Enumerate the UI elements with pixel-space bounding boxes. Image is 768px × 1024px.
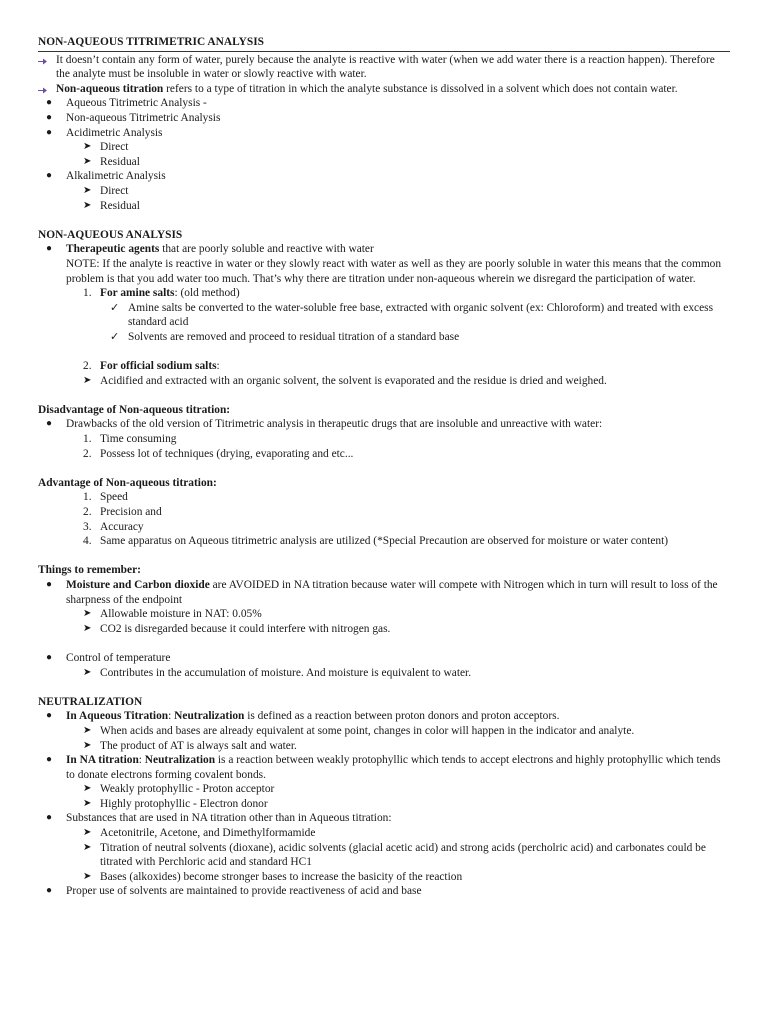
list-subitem: ➤ Weakly protophyllic - Proton acceptor: [83, 783, 275, 796]
list-subitem: ➤ The product of AT is always salt and water.: [83, 739, 297, 752]
section-heading: Things to remember:: [38, 564, 141, 577]
bullet-dot-icon: ●: [46, 111, 53, 123]
bullet-dot-icon: ●: [46, 243, 53, 255]
numbered-item: 2. For official sodium salts:: [83, 360, 220, 373]
bullet-dot-icon: ●: [46, 754, 53, 766]
section-heading: NEUTRALIZATION: [38, 695, 143, 708]
arrow-bullet-icon: ➤: [83, 666, 92, 678]
list-subitem: ➤ Direct: [83, 184, 129, 197]
bullet-dot-icon: ●: [46, 812, 53, 824]
document-title: NON-AQUEOUS TITRIMETRIC ANALYSIS: [38, 35, 730, 52]
check-item: ✓ Amine salts be converted to the water-soluble free base, extracted with organic solvent (ex: Chloroform) and treated with excess standard acid: [110, 301, 714, 329]
list-item: ● Drawbacks of the old version of Titrimetric analysis in therapeutic drugs that are insoluble and unreactive with water:: [46, 418, 603, 431]
intro-text-1: It doesn’t contain any form of water, purely because the analyte is reactive with water (when we add water there is a reaction happen). Therefore the analyte must be insoluble in water or slowly reactive with water.: [56, 53, 715, 81]
section-heading: Disadvantage of Non-aqueous titration:: [38, 403, 231, 416]
list-item: ● Alkalimetric Analysis: [46, 170, 166, 183]
bullet-dot-icon: ●: [46, 651, 53, 663]
document-page: [38, 35, 730, 899]
list-subitem: ➤ Acetonitrile, Acetone, and Dimethylformamide: [83, 827, 316, 840]
list-subitem: ➤ When acids and bases are already equivalent at some point, changes in color will happen in the indicator and analyte.: [83, 724, 635, 737]
bullet-dot-icon: ●: [46, 885, 53, 897]
list-item: ● In NA titration: Neutralization is a reaction between weakly protophyllic which tends to accept electrons and highly protophyllic which tends to donate electrons forming covalent bonds.: [46, 754, 721, 781]
checkmark-icon: ✓: [110, 330, 120, 343]
check-item: ✓ Solvents are removed and proceed to residual titration of a standard base: [110, 330, 460, 343]
numbered-item: 3. Accuracy: [83, 520, 144, 533]
note-text: NOTE: If the analyte is reactive in water or they slowly react with water as well as they are poorly soluble in water this means that the common problem is that you add water too much. That’s why there are titration under non-aqueous wherein we disregard the participation of water.: [66, 257, 722, 285]
numbered-item: 4. Same apparatus on Aqueous titrimetric analysis are utilized (*Special Precaution are observed for moisture or water content): [83, 535, 669, 548]
arrow-bullet-icon: ➤: [83, 827, 92, 839]
list-item: ● Control of temperature: [46, 651, 171, 664]
arrow-bullet-icon: ➤: [83, 141, 92, 153]
numbered-item: 2. Possess lot of techniques (drying, evaporating and etc...: [83, 447, 354, 460]
arrow-bullet-icon: ➤: [83, 783, 92, 795]
arrow-bullet-icon: ➤: [83, 155, 92, 167]
section-heading: NON-AQUEOUS ANALYSIS: [38, 228, 183, 241]
intro-text-2: refers to a type of titration in which the analyte substance is dissolved in a solvent which does not contain water.: [163, 82, 678, 95]
arrow-bullet-icon: ➤: [83, 184, 92, 196]
list-item: ● Aqueous Titrimetric Analysis -: [46, 97, 207, 110]
list-item: ● Substances that are used in NA titration other than in Aqueous titration:: [46, 812, 392, 825]
list-subitem: ➤ Residual: [83, 155, 140, 168]
list-item: ● Therapeutic agents that are poorly soluble and reactive with water: [46, 243, 374, 256]
list-item: ● Acidimetric Analysis: [46, 126, 163, 139]
bullet-dot-icon: ●: [46, 418, 53, 430]
arrow-bullet-icon: ➤: [83, 841, 92, 853]
list-subitem: ➤ Direct: [83, 141, 129, 154]
arrow-bullet-icon: ➤: [83, 622, 92, 634]
list-subitem: ➤ Residual: [83, 199, 140, 212]
list-subitem: ➤ Highly protophyllic - Electron donor: [83, 797, 268, 810]
numbered-item: 1. Time consuming: [83, 433, 177, 446]
list-subitem: ➤ Acidified and extracted with an organic solvent, the solvent is evaporated and the residue is dried and weighed.: [83, 374, 607, 387]
list-subitem: ➤ Contributes in the accumulation of moisture. And moisture is equivalent to water.: [83, 666, 472, 679]
intro-item-2: [38, 82, 730, 97]
arrow-bullet-icon: ➤: [83, 724, 92, 736]
arrow-bullet-icon: ➤: [83, 374, 92, 386]
list-subitem: ➤ Titration of neutral solvents (dioxane), acidic solvents (glacial acetic acid) and strong acids (percholric acid) and carbonates could be titrated with Perchloric acid and standard HC1: [83, 841, 706, 869]
numbered-item: 1. Speed: [83, 491, 128, 504]
bullet-dot-icon: ●: [46, 710, 53, 722]
bullet-dot-icon: ●: [46, 126, 53, 138]
arrow-bullet-icon: ➤: [83, 199, 92, 211]
pointing-hand-bullet-icon: [38, 82, 47, 97]
numbered-item: 1. For amine salts: (old method): [83, 287, 240, 300]
list-item: ● Moisture and Carbon dioxide are AVOIDED in NA titration because water will compete with Nitrogen which in turn will result to loss of the sharpness of the endpoint: [46, 578, 718, 606]
arrow-bullet-icon: ➤: [83, 608, 92, 620]
numbered-item: 2. Precision and: [83, 506, 162, 518]
list-subitem: ➤ Bases (alkoxides) become stronger bases to increase the basicity of the reaction: [83, 870, 463, 883]
intro-term: Non-aqueous titration: [56, 82, 164, 95]
list-subitem: ➤ CO2 is disregarded because it could interfere with nitrogen gas.: [83, 622, 391, 635]
list-item: ● In Aqueous Titration: Neutralization is defined as a reaction between proton donors and proton acceptors.: [46, 710, 560, 723]
list-subitem: ➤ Allowable moisture in NAT: 0.05%: [83, 608, 262, 621]
bullet-dot-icon: ●: [46, 97, 53, 109]
list-item: ● Non-aqueous Titrimetric Analysis: [46, 111, 221, 124]
section-heading: Advantage of Non-aqueous titration:: [38, 476, 217, 489]
bullet-dot-icon: ●: [46, 578, 53, 590]
bullet-dot-icon: ●: [46, 170, 53, 182]
arrow-bullet-icon: ➤: [83, 739, 92, 751]
pointing-hand-bullet-icon: [38, 53, 47, 68]
arrow-bullet-icon: ➤: [83, 870, 92, 882]
arrow-bullet-icon: ➤: [83, 797, 92, 809]
checkmark-icon: ✓: [110, 301, 120, 314]
list-item: ● Proper use of solvents are maintained to provide reactiveness of acid and base: [46, 885, 422, 898]
intro-item-1: [38, 53, 730, 82]
